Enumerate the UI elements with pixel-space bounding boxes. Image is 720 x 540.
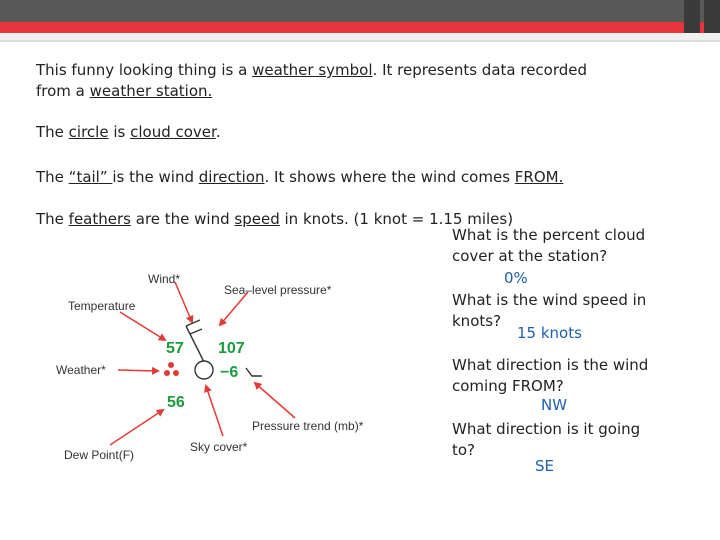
wind-label: Wind*	[148, 272, 181, 286]
text: The	[36, 210, 69, 228]
text: . It shows where the wind comes	[264, 168, 515, 186]
text: The	[36, 123, 69, 141]
dew-point-arrow	[110, 410, 163, 445]
text: This funny looking thing is a	[36, 61, 253, 79]
wind-feather-half	[190, 329, 202, 334]
header-bar-segment	[684, 0, 700, 33]
dew-point-value: 56	[167, 394, 185, 411]
sea-level-pressure-label: Sea–level pressure*	[224, 283, 332, 297]
cloud-cover-circle	[195, 361, 213, 379]
question-1-line-1: What is the percent cloud	[452, 226, 646, 244]
question-2-line-2: knots?	[452, 312, 502, 330]
term-weather-symbol: weather symbol	[252, 61, 373, 79]
text: in knots. (1 knot = 1.15 miles)	[279, 210, 514, 228]
term-tail: “tail”	[68, 168, 113, 186]
answer-1: 0%	[504, 269, 528, 287]
term-weather-station: weather station.	[89, 82, 213, 100]
intro-line-1	[36, 60, 587, 81]
header-bar-segment	[704, 0, 720, 33]
term-circle: circle	[68, 123, 109, 141]
term-direction: direction	[198, 168, 265, 186]
text: is the wind	[112, 168, 199, 186]
weather-dots	[164, 362, 179, 376]
weather-arrow	[118, 370, 158, 371]
dew-point-label: Dew Point(F)	[64, 448, 135, 462]
question-1-line-2: cover at the station?	[452, 247, 608, 265]
station-model-diagram	[40, 250, 420, 480]
tail-line	[36, 167, 563, 188]
question-2-line-1: What is the wind speed in	[452, 291, 647, 309]
temperature-label: Temperature	[68, 299, 136, 313]
weather-label: Weather*	[56, 363, 106, 377]
header-bar	[0, 0, 720, 22]
term-from: FROM.	[514, 168, 564, 186]
text: The	[36, 168, 69, 186]
circle-line	[36, 122, 221, 143]
question-3-line-1: What direction is the wind	[452, 356, 649, 374]
pressure-trend-arrow	[255, 383, 295, 418]
pressure-tendency-mark	[246, 368, 262, 376]
header-divider	[0, 40, 720, 42]
temperature-arrow	[120, 312, 165, 340]
text: are the wind	[130, 210, 235, 228]
answer-3: NW	[541, 396, 568, 414]
intro-line-2	[36, 81, 212, 102]
answer-4: SE	[535, 457, 554, 475]
wind-feather	[186, 320, 200, 326]
text: .	[215, 123, 221, 141]
question-4-line-1: What direction is it going	[452, 420, 641, 438]
text: from a	[36, 82, 90, 100]
sky-cover-arrow	[206, 386, 223, 436]
question-3-line-2: coming FROM?	[452, 377, 564, 395]
text: is	[108, 123, 131, 141]
pressure-trend-value: −6	[220, 364, 239, 381]
term-cloud-cover: cloud cover	[130, 123, 216, 141]
weather-dot	[164, 370, 170, 376]
header-light-strip	[0, 33, 720, 40]
wind-arrow	[175, 282, 192, 322]
term-feathers: feathers	[68, 210, 131, 228]
header-accent-bar	[0, 22, 720, 33]
term-speed: speed	[234, 210, 280, 228]
weather-dot	[173, 370, 179, 376]
sky-cover-label: Sky cover*	[190, 440, 248, 454]
answer-2: 15 knots	[517, 324, 582, 342]
pressure-value: 107	[218, 340, 245, 357]
question-4-line-2: to?	[452, 441, 476, 459]
weather-dot	[168, 362, 174, 368]
pressure-trend-label: Pressure trend (mb)*	[252, 419, 364, 433]
temperature-value: 57	[166, 340, 184, 357]
feather-line	[36, 209, 513, 230]
text: . It represents data recorded	[372, 61, 588, 79]
